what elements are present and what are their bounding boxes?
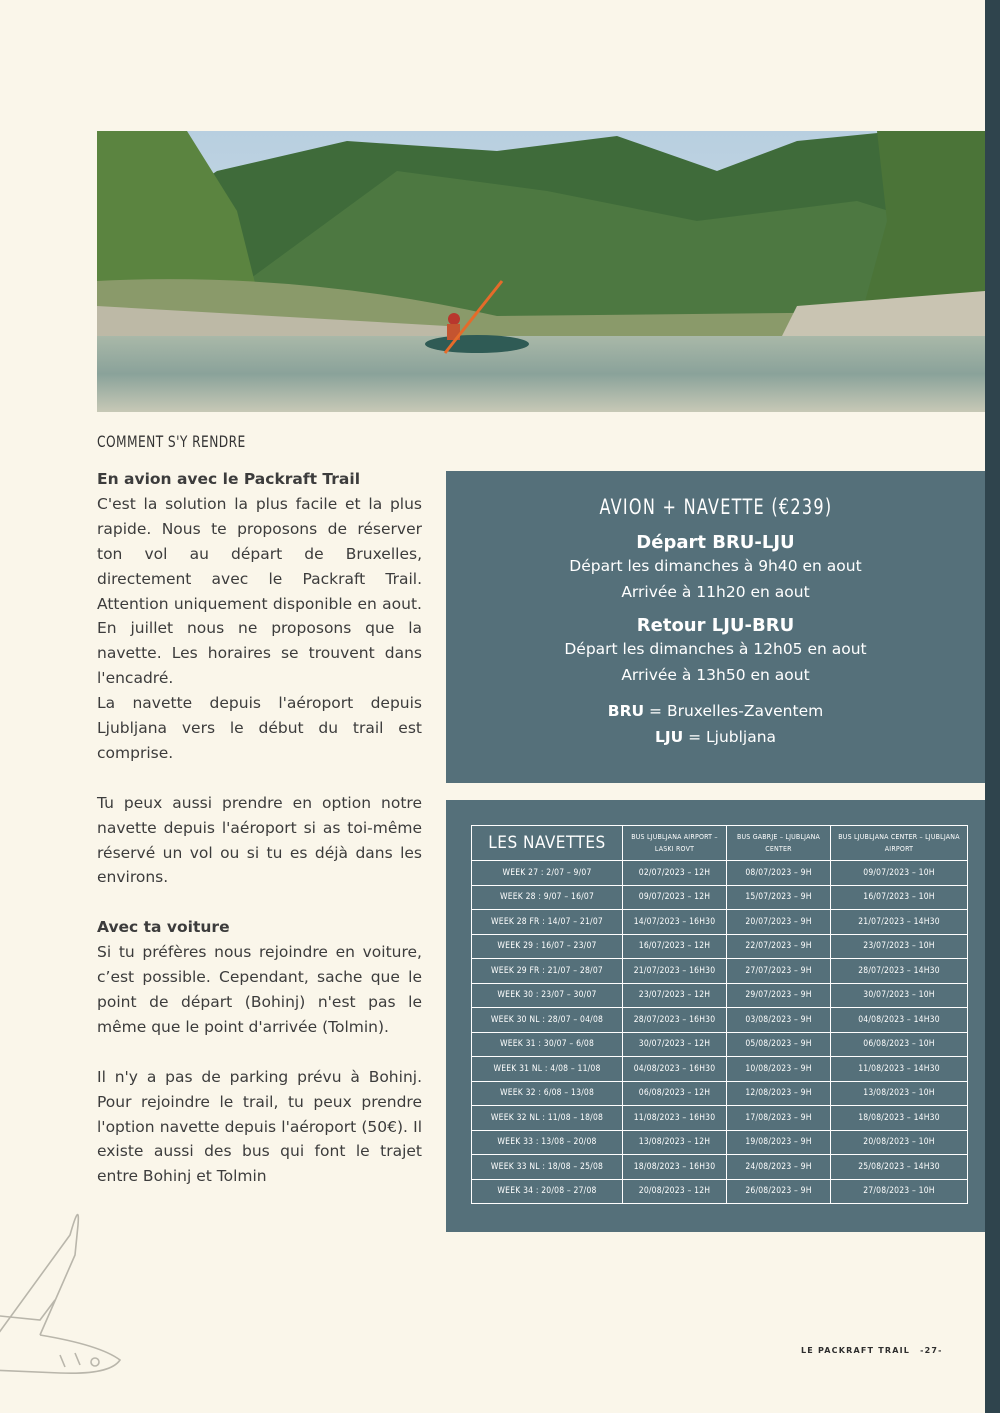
abbr-bru: BRU = Bruxelles-Zaventem	[607, 702, 824, 720]
schedule-cell: 13/08/2023 – 12H	[623, 1130, 727, 1155]
shuttle-table	[471, 825, 968, 1204]
week-cell: WEEK 29 FR : 21/07 – 28/07	[472, 959, 623, 984]
table-row	[472, 1179, 968, 1204]
schedule-cell: 11/08/2023 – 14H30	[831, 1057, 968, 1082]
plane-text: C'est la solution la plus facile et la plus rapide. Nous te proposons de réserver ton vol au départ de Bruxelles, directement avec le Packraft Trail. Attention uniquement disponible en aout. En juillet nous ne proposons que la navette. Les horaires se trouvent dans l'encadré.	[97, 494, 422, 688]
paragraph-car	[97, 915, 422, 1040]
schedule-cell: 11/08/2023 – 16H30	[623, 1106, 727, 1131]
week-cell: WEEK 27 : 2/07 – 9/07	[472, 861, 623, 886]
column-header: BUS LJUBLJANA CENTER – LJUBLJANA AIRPORT	[831, 826, 968, 861]
schedule-cell: 06/08/2023 – 10H	[831, 1032, 968, 1057]
schedule-cell: 09/07/2023 – 10H	[831, 861, 968, 886]
week-cell: WEEK 34 : 20/08 – 27/08	[472, 1179, 623, 1204]
schedule-cell: 30/07/2023 – 10H	[831, 983, 968, 1008]
schedule-cell: 12/08/2023 – 9H	[727, 1081, 831, 1106]
schedule-cell: 25/08/2023 – 14H30	[831, 1155, 968, 1180]
schedule-cell: 17/08/2023 – 9H	[727, 1106, 831, 1131]
schedule-cell: 04/08/2023 – 16H30	[623, 1057, 727, 1082]
schedule-cell: 29/07/2023 – 9H	[727, 983, 831, 1008]
schedule-cell: 02/07/2023 – 12H	[623, 861, 727, 886]
shuttle-table-title: LES NAVETTES	[472, 826, 623, 861]
car-text: Si tu préfères nous rejoindre en voiture, c’est possible. Cependant, sache que le point de départ (Bohinj) n'est pas le même que le point d'arrivée (Tolmin).	[97, 943, 422, 1036]
schedule-cell: 21/07/2023 – 16H30	[623, 959, 727, 984]
schedule-cell: 19/08/2023 – 9H	[727, 1130, 831, 1155]
schedule-cell: 08/07/2023 – 9H	[727, 861, 831, 886]
paragraph-plane	[97, 467, 422, 766]
week-cell: WEEK 31 : 30/07 – 6/08	[472, 1032, 623, 1057]
week-cell: WEEK 30 : 23/07 – 30/07	[472, 983, 623, 1008]
schedule-cell: 09/07/2023 – 12H	[623, 885, 727, 910]
heading-car: Avec ta voiture	[97, 918, 230, 937]
week-cell: WEEK 33 : 13/08 – 20/08	[472, 1130, 623, 1155]
week-cell: WEEK 29 : 16/07 – 23/07	[472, 934, 623, 959]
table-row	[472, 1032, 968, 1057]
schedule-cell: 20/08/2023 – 12H	[623, 1179, 727, 1204]
schedule-cell: 22/07/2023 – 9H	[727, 934, 831, 959]
outbound-route: Départ BRU-LJU	[636, 532, 795, 553]
airplane-outline-icon	[0, 1195, 130, 1385]
week-cell: WEEK 32 NL : 11/08 – 18/08	[472, 1106, 623, 1131]
week-cell: WEEK 28 : 9/07 – 16/07	[472, 885, 623, 910]
page-number: -27-	[920, 1346, 943, 1355]
return-departure: Départ les dimanches à 12h05 en aout	[564, 640, 867, 658]
schedule-cell: 04/08/2023 – 14H30	[831, 1008, 968, 1033]
week-cell: WEEK 31 NL : 4/08 – 11/08	[472, 1057, 623, 1082]
schedule-cell: 28/07/2023 – 14H30	[831, 959, 968, 984]
left-column-text	[97, 467, 422, 1214]
return-arrival: Arrivée à 13h50 en aout	[621, 666, 810, 684]
week-cell: WEEK 33 NL : 18/08 – 25/08	[472, 1155, 623, 1180]
return-route: Retour LJU-BRU	[636, 615, 795, 636]
shuttle-schedule-box	[446, 800, 985, 1232]
schedule-cell: 18/08/2023 – 14H30	[831, 1106, 968, 1131]
week-cell: WEEK 32 : 6/08 – 13/08	[472, 1081, 623, 1106]
schedule-cell: 24/08/2023 – 9H	[727, 1155, 831, 1180]
schedule-cell: 16/07/2023 – 10H	[831, 885, 968, 910]
schedule-cell: 26/08/2023 – 9H	[727, 1179, 831, 1204]
schedule-cell: 27/08/2023 – 10H	[831, 1179, 968, 1204]
schedule-cell: 28/07/2023 – 16H30	[623, 1008, 727, 1033]
schedule-cell: 23/07/2023 – 10H	[831, 934, 968, 959]
schedule-cell: 27/07/2023 – 9H	[727, 959, 831, 984]
schedule-cell: 18/08/2023 – 16H30	[623, 1155, 727, 1180]
schedule-cell: 15/07/2023 – 9H	[727, 885, 831, 910]
table-row	[472, 959, 968, 984]
table-row	[472, 1130, 968, 1155]
table-row	[472, 934, 968, 959]
schedule-cell: 20/08/2023 – 10H	[831, 1130, 968, 1155]
table-row	[472, 861, 968, 886]
week-cell: WEEK 28 FR : 14/07 – 21/07	[472, 910, 623, 935]
week-cell: WEEK 30 NL : 28/07 – 04/08	[472, 1008, 623, 1033]
heading-plane: En avion avec le Packraft Trail	[97, 470, 361, 488]
schedule-cell: 30/07/2023 – 12H	[623, 1032, 727, 1057]
schedule-cell: 14/07/2023 – 16H30	[623, 910, 727, 935]
page-footer	[801, 1346, 943, 1355]
outbound-departure: Départ les dimanches à 9h40 en aout	[569, 557, 862, 575]
schedule-cell: 06/08/2023 – 12H	[623, 1081, 727, 1106]
section-title: COMMENT S'Y RENDRE	[97, 432, 246, 451]
flight-info-box	[446, 471, 985, 783]
abbr-lju: LJU = Ljubljana	[654, 728, 777, 746]
page-edge-bar	[985, 0, 1000, 1413]
table-row	[472, 983, 968, 1008]
outbound-arrival: Arrivée à 11h20 en aout	[621, 583, 810, 601]
table-row	[472, 910, 968, 935]
column-header: BUS LJUBLJANA AIRPORT – LASKI ROVT	[623, 826, 727, 861]
table-row	[472, 1057, 968, 1082]
flight-box-title: AVION + NAVETTE (€239)	[599, 495, 832, 519]
footer-brand: LE PACKRAFT TRAIL	[801, 1346, 911, 1355]
schedule-cell: 23/07/2023 – 12H	[623, 983, 727, 1008]
schedule-cell: 10/08/2023 – 9H	[727, 1057, 831, 1082]
table-row	[472, 1081, 968, 1106]
paragraph-shuttle-option: Tu peux aussi prendre en option notre navette depuis l'aéroport si as toi-même réservé un vol ou si tu es déjà dans les environs.	[97, 793, 422, 887]
schedule-cell: 20/07/2023 – 9H	[727, 910, 831, 935]
plane-text-2: La navette depuis l'aéroport depuis Ljubljana vers le début du trail est comprise.	[97, 694, 422, 762]
schedule-cell: 05/08/2023 – 9H	[727, 1032, 831, 1057]
paragraph-parking: Il n'y a pas de parking prévu à Bohinj. Pour rejoindre le trail, tu peux prendre l'option navette depuis l'aéroport (50€). Il existe aussi des bus qui font le trajet entre Bohinj et Tolmin	[97, 1067, 422, 1186]
hero-photo-river-packraft	[97, 131, 985, 412]
table-row	[472, 1008, 968, 1033]
schedule-cell: 21/07/2023 – 14H30	[831, 910, 968, 935]
column-header: BUS GABRJE – LJUBLJANA CENTER	[727, 826, 831, 861]
schedule-cell: 16/07/2023 – 12H	[623, 934, 727, 959]
table-row	[472, 885, 968, 910]
table-row	[472, 1106, 968, 1131]
schedule-cell: 13/08/2023 – 10H	[831, 1081, 968, 1106]
table-row	[472, 1155, 968, 1180]
schedule-cell: 03/08/2023 – 9H	[727, 1008, 831, 1033]
